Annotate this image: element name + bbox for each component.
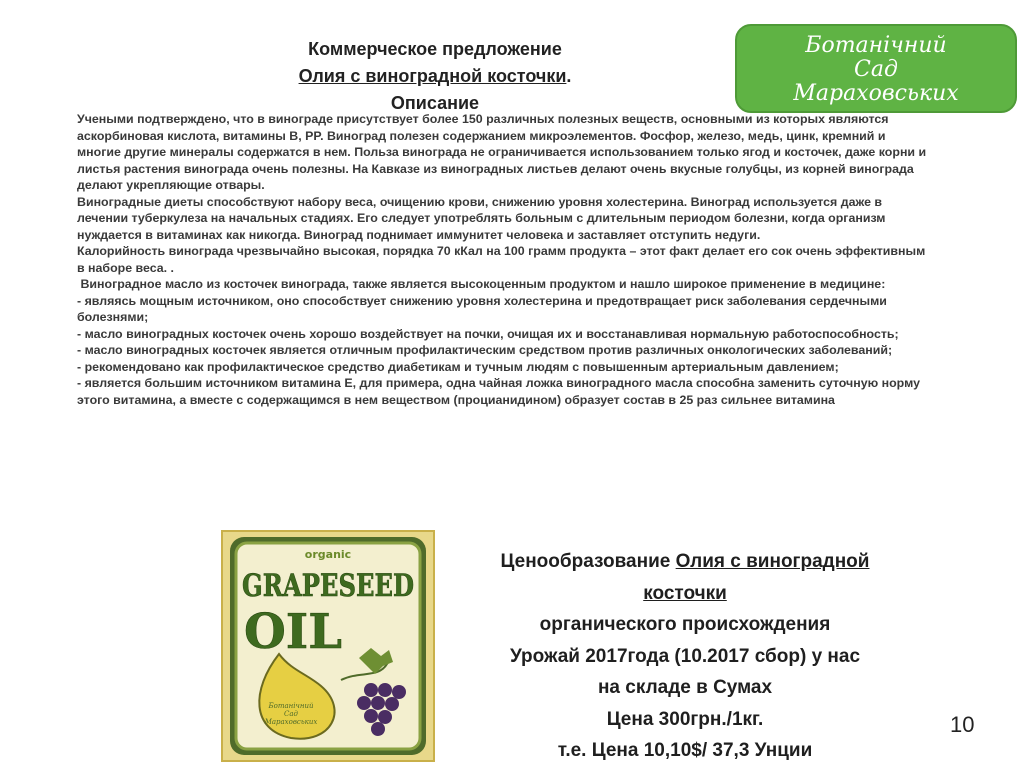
description-text [77, 111, 927, 408]
label-grapeseed: GRAPESEED [242, 568, 414, 604]
label-illustration [221, 530, 435, 762]
title-line-1: Коммерческое предложение [308, 39, 562, 59]
pricing-origin: органического происхождения [539, 614, 831, 635]
bullet-2: - масло виноградных косточек очень хорошо воздействует на почки, очищая их и восстанавливая нормальную работоспособность; [77, 326, 899, 341]
grapeseed-oil-label [221, 530, 435, 762]
paragraph-3: Калорийность винограда чрезвычайно высокая, порядка 70 кКал на 100 грамм продукта – этот факт делает его сок очень эффективным в наборе веса. . [77, 244, 926, 275]
logo-line-3: Мараховських [793, 81, 959, 106]
pricing-line-2 [430, 578, 940, 610]
page-number: 10 [950, 712, 975, 737]
title-line-2 [220, 63, 650, 90]
bullet-5: - является большим источником витамина Е, для примера, одна чайная ложка виноградного масла способна заменить суточную норму этого витамина, а вместе с содержащимся в нем веществом (процианидином) образует состав в 25 раз сильнее витамина [77, 376, 920, 407]
paragraph-4: Виноградное масло из косточек винограда, также является высокоценным продуктом и нашло широкое применение в медицине: [77, 277, 886, 291]
title-line-3: Описание [390, 93, 480, 113]
pricing-price-uah: Цена 300грн./1кг. [606, 708, 764, 730]
label-organic: organic [304, 548, 352, 561]
pricing-price-usd: т.е. Цена 10,10$/ 37,3 Унции [557, 740, 813, 761]
logo-line-2: Сад [854, 57, 898, 82]
paragraph-1: Учеными подтверждено, что в винограде присутствует более 150 различных полезных веществ, основными из которых являются аскорбиновая кислота, витамины B, PP. Виноград полезен содержанием микроэлементов. Фосфор, железо, медь, цинк, кремний и многие другие минералы содержатся в нем. Польза винограда не ограничивается использованием только ягод и косточек, даже корни и листья растения винограда очень полезны. На Кавказе из виноградных листьев делают очень вкусные голубцы, из корней винограда делают укрепляющие отвары. [77, 112, 927, 192]
label-oil: OIL [243, 604, 343, 660]
drop-logo-line-3: Мараховських [264, 718, 318, 726]
logo-line-1: Ботанічний [805, 33, 947, 58]
brand-logo [735, 24, 1017, 113]
pricing-product-name: Олия с виноградной [675, 551, 870, 572]
drop-logo-line-2: Сад [284, 710, 298, 718]
bullet-4: - рекомендовано как профилактическое средство диабетикам и тучным людям с повышенным артериальным давлением; [77, 359, 839, 374]
logo-svg [737, 26, 1015, 111]
pricing-product-name-cont: косточки [643, 582, 727, 604]
product-name: Олия с виноградной косточки [298, 66, 567, 86]
pricing-prefix: Ценообразование [500, 551, 676, 572]
bullet-1: - являясь мощным источником, оно способствует снижению уровня холестерина и предотвращает риск заболевания сердечными болезнями; [77, 293, 887, 324]
page-title [220, 36, 650, 117]
drop-logo-line-1: Ботанічний [268, 702, 314, 710]
paragraph-2: Виноградные диеты способствуют набору веса, очищению крови, снижению уровня холестерина. Виноград используется даже в лечении туберкулеза на начальных стадиях. Его следует употреблять больным с длительным периодом болезни, когда организм нуждается в витаминах как никогда. Виноград поднимает иммунитет человека и заставляет отступить недуги. [77, 194, 886, 242]
pricing-block [430, 546, 940, 767]
pricing-harvest: Урожай 2017года (10.2017 сбор) у нас [509, 645, 861, 667]
pricing-warehouse: на складе в Сумах [597, 677, 773, 698]
pricing-line-1 [430, 546, 940, 578]
title-line-2-suffix: . [566, 66, 572, 86]
bullet-3: - масло виноградных косточек является отличным профилактическим средством против различных онкологических заболеваний; [77, 343, 893, 357]
